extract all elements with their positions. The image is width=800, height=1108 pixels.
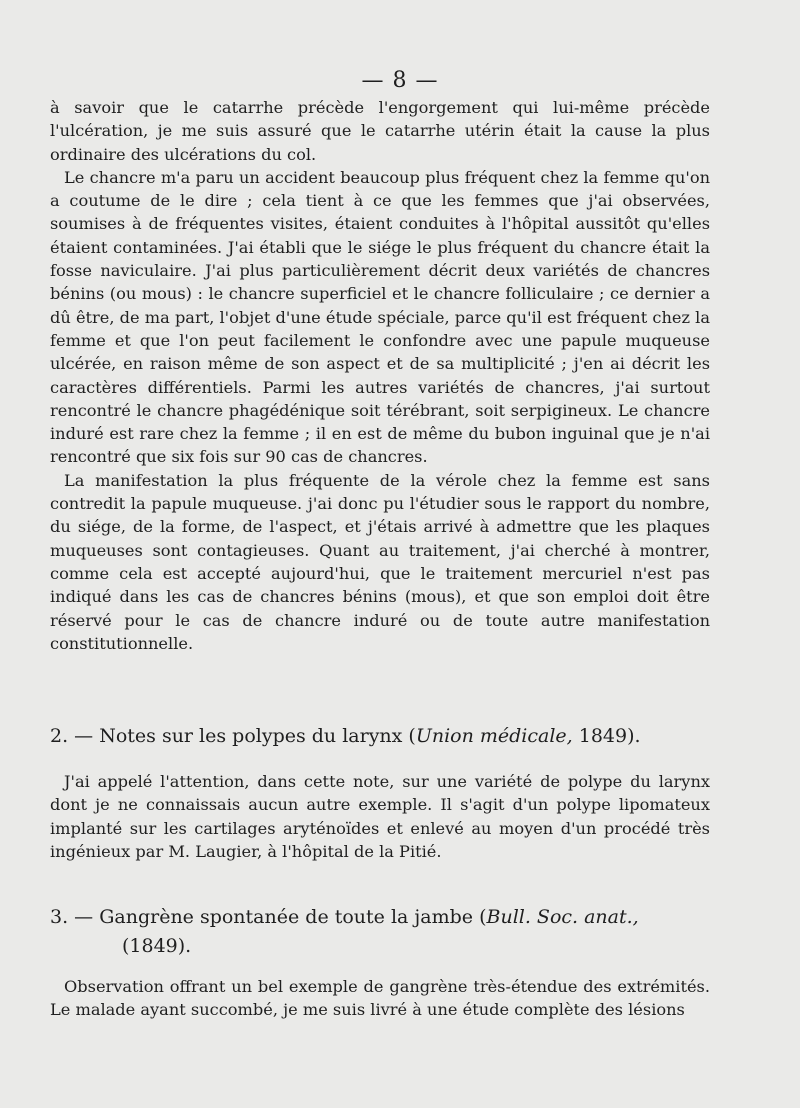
- section-heading-2: [50, 724, 720, 748]
- paragraph: à savoir que le catarrhe précède l'engorgement qui lui-même précède l'ulcération, je me suis assuré que le catarrhe utérin était la cause la plus ordinaire des ulcérations du col.: [50, 98, 710, 164]
- page-number: — 8 —: [361, 68, 439, 93]
- paragraph: Le chancre m'a paru un accident beaucoup plus fréquent chez la femme qu'on a coutume de le dire ; cela tient à ce que les femmes que j'ai observées, soumises à de fréquentes visites, étaient conduites à l'hôpital aussitôt qu'elles étaient contaminées. J'ai établi que le siége le plus fréquent du chancre était la fosse naviculaire. J'ai plus particulièrement décrit deux variétés de chancres bénins (ou mous) : le chancre superficiel et le chancre folliculaire ; ce dernier a dû être, de ma part, l'objet d'une étude spéciale, parce qu'il est fréquent chez la femme et que l'on peut facilement le confondre avec une papule muqueuse ulcérée, en raison même de son aspect et de sa multiplicité ; j'en ai décrit les caractères différentiels. Parmi les autres variétés de chancres, j'ai surtout rencontré le chancre phagédénique soit térébrant, soit serpigineux. Le chancre induré est rare chez la femme ; il en est de même du bubon inguinal que je n'ai rencontré que six fois sur 90 cas de chancres.: [50, 167, 710, 467]
- paragraph: Observation offrant un bel exemple de gangrène très-étendue des extrémités. Le malade ayant succombé, je me suis livré à une étude complète des lésions: [50, 977, 710, 1020]
- heading-title: 2. — Notes sur les polypes du larynx (: [50, 725, 416, 747]
- section-2-body: [50, 770, 710, 863]
- paragraph: J'ai appelé l'attention, dans cette note, sur une variété de polype du larynx dont je ne connaissais aucun autre exemple. Il s'agit d'un polype lipomateux implanté sur les cartilages aryténoïdes et enlevé au moyen d'un procédé très ingénieux par M. Laugier, à l'hôpital de la Pitié.: [50, 772, 710, 861]
- heading-year: (1849).: [122, 935, 192, 957]
- paragraph: La manifestation la plus fréquente de la vérole chez la femme est sans contredit la papule muqueuse. j'ai donc pu l'étudier sous le rapport du nombre, du siége, de la forme, de l'aspect, et j'étais arrivé à admettre que les plaques muqueuses sont contagieuses. Quant au traitement, j'ai cherché à montrer, comme cela est accepté aujourd'hui, que le traitement mercuriel n'est pas indiqué dans les cas de chancres bénins (mous), et que son emploi doit être réservé pour le cas de chancre induré ou de toute autre manifestation constitutionnelle.: [50, 470, 710, 653]
- section-3-body: [50, 975, 710, 1022]
- section-1-continuation: [50, 96, 710, 655]
- heading-source: Union médicale,: [415, 725, 573, 747]
- heading-year: 1849).: [572, 725, 641, 747]
- heading-title: 3. — Gangrène spontanée de toute la jambe (: [50, 906, 487, 928]
- heading-source: Bull. Soc. anat.,: [486, 906, 639, 928]
- section-heading-3: [50, 905, 715, 958]
